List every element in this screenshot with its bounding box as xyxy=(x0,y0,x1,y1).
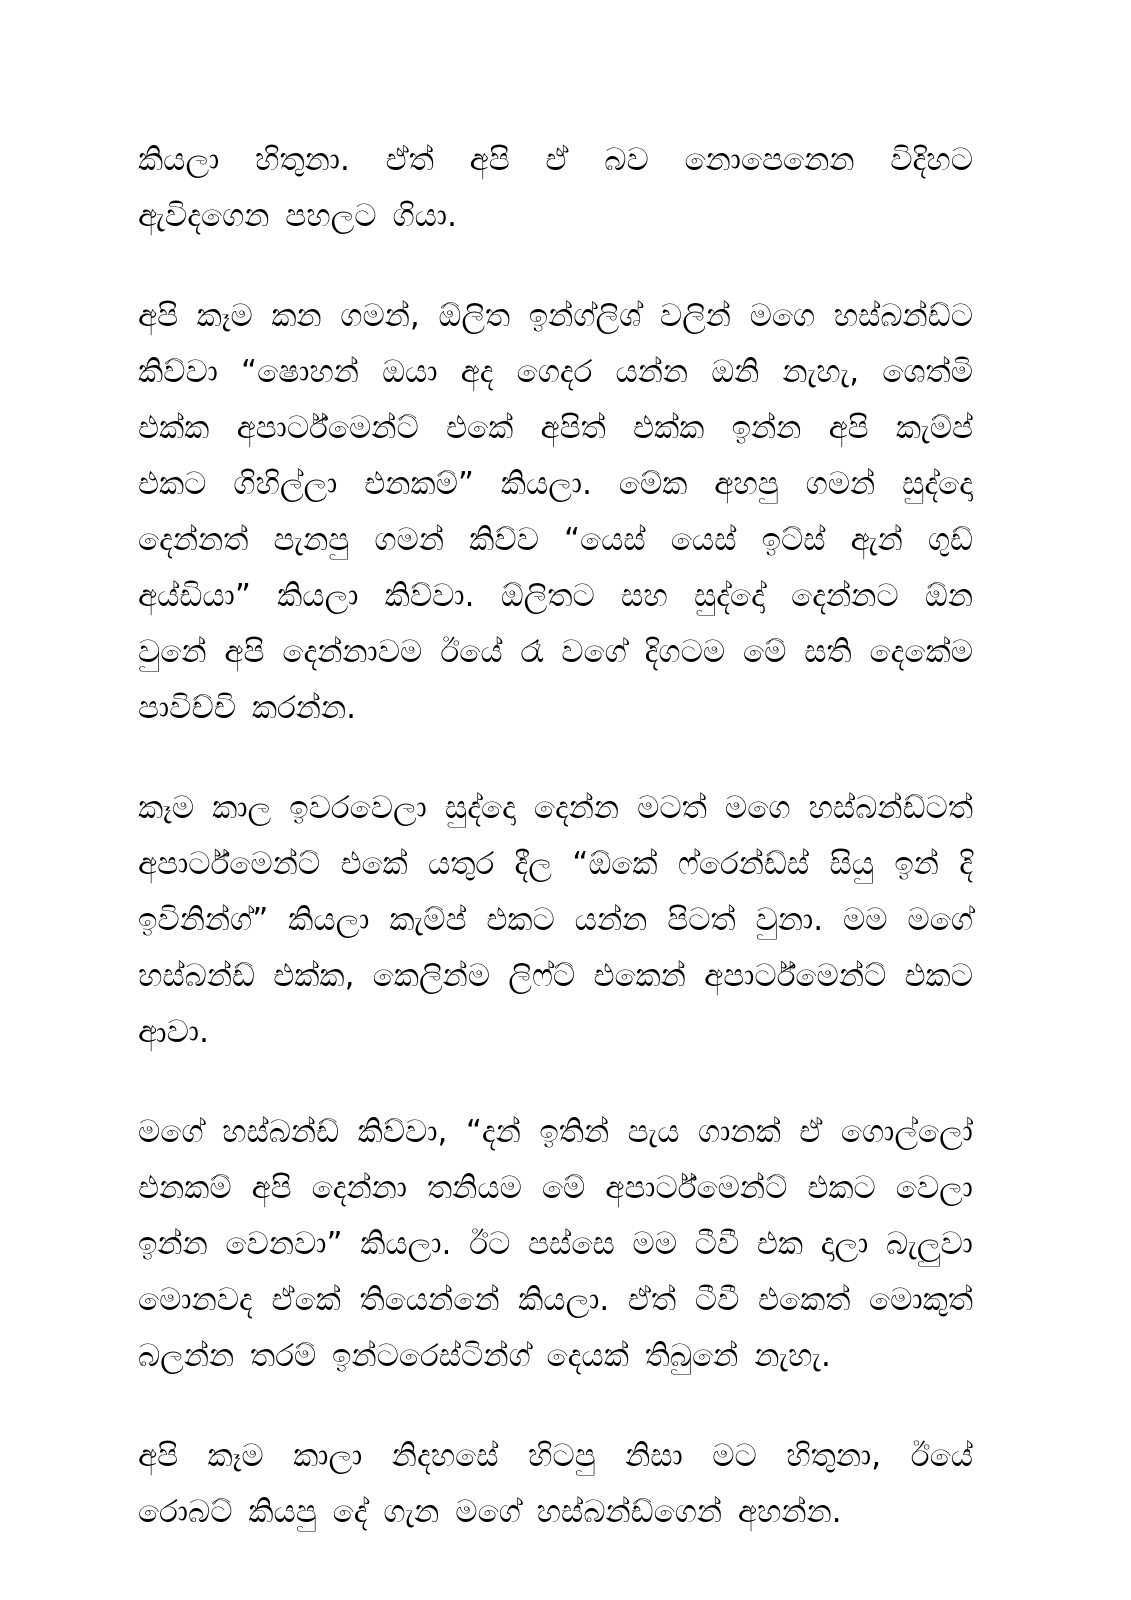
paragraph-4: මගේ හස්බන්ඩ් කිව්වා, “දන් ඉතින් පැය ගානක් ඒ ගොල්ලෝ එනකම් අපි දෙන්නා තනියම මේ අපාර්ට්මෙන්ට් එකට වෙලා ඉන්න වෙනවා” කියලා. ඊට පස්සෙ මම ටීවී එක දාලා බැලුවා මොනවද ඒකේ තියෙන්නේ කියලා. ඒත් ටීවී එකෙත් මොකුත් බලන්න තරම් ඉන්ටරෙස්ටින්ග් දෙයක් තිබුනේ නැහැ. xyxy=(138,1114,973,1374)
paragraph-1: කියලා හිතුනා. ඒත් අපි ඒ බව නොපෙනෙන විදිහට ඇවිදගෙන පහලට ගියා. xyxy=(138,142,973,234)
paragraph-5: අපි කෑම කාලා නිදහසේ හිටපු නිසා මට හිතුනා, ඊයේ රොබට් කියපු දේ ගැන මගේ හස්බන්ඩ්ගෙන් අහන්න. xyxy=(138,1438,973,1530)
paragraph-2: අපි කෑම කන ගමන්, ඕලිත ඉන්ග්ලිශ් වලින් මගෙ හස්බන්ඩ්ට කිව්වා “ෂොහන් ඔයා අද ගෙදර යන්න ඔනි නැහැ, ශෙත්මි එක්ක අපාර්ට්මෙන්ට් එකේ අපිත් එක්ක ඉන්න අපි කැම්ප් එකට ගිහිල්ලා එනකම්” කියලා. මේක අහපු ගමන් සුද්දො දෙන්නත් පැනපු ගමන් කිව්ව “යෙස් යෙස් ඉට්ස් ඇන් ගුඩ් අය්ඩියා” කියලා කිව්වා. ඕලිතට සහ සුද්දෝ දෙන්නට ඕන වුනේ අපි දෙන්නාවම ඊයේ රෑ වගේ දිගටම මේ සති දෙකේම පාවිච්චි කරන්න. xyxy=(138,298,973,726)
document-body xyxy=(138,132,973,1540)
paragraph-3: කෑම කාල ඉවරවෙලා සුද්දො දෙන්න මටත් මගෙ හස්බන්ඩ්ටත් අපාර්ට්මෙන්ට් එකේ යතුර දීල “ඕකේ ෆ්රෙන්ඩ්ස් සියු ඉන් දි ඉවිනින්ග්” කියලා කැම්ප් එකට යන්න පිටත් වුනා. මම මගේ හස්බන්ඩ් එක්ක, කෙලින්ම ලිෆ්ට් එකෙන් අපාර්ට්මෙන්ට් එකට ආවා. xyxy=(138,790,973,1050)
